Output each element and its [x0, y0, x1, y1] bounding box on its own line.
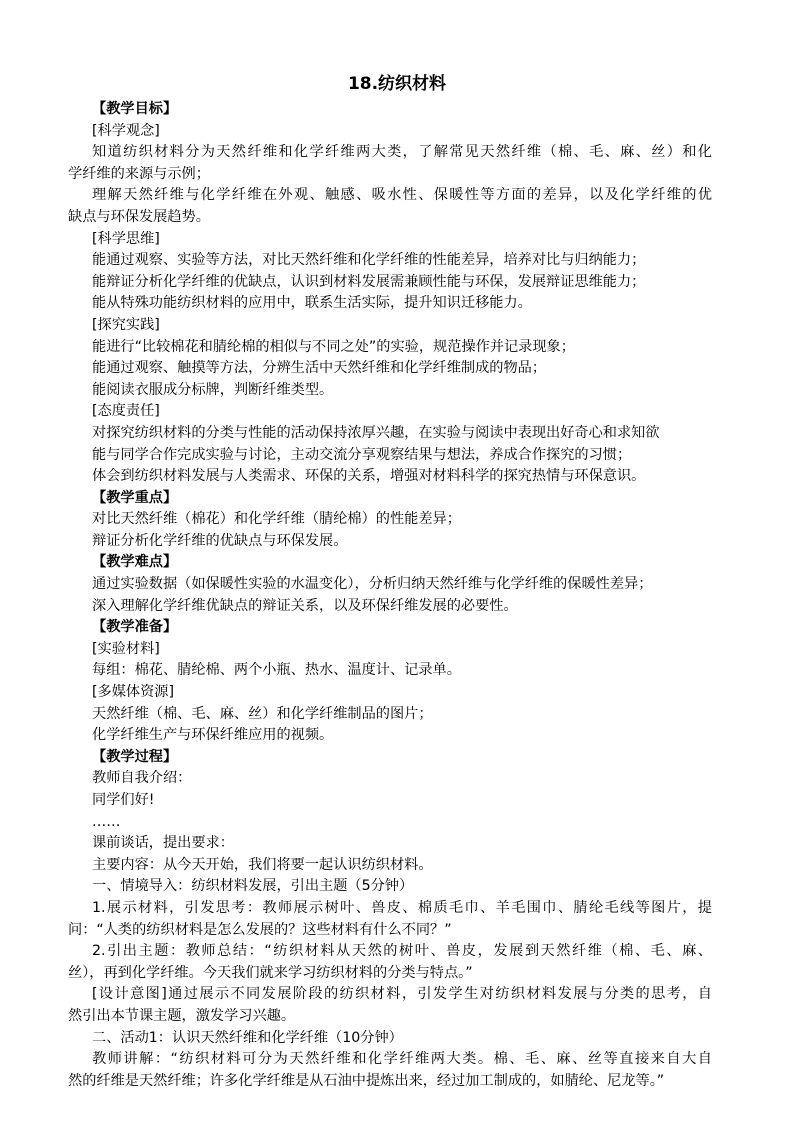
section-heading-difficulties: 【教学难点】 — [92, 554, 178, 571]
paragraph-line: 问：“人类的纺织材料是怎么发展的？这些材料有什么不同？” — [68, 921, 452, 938]
paragraph-line: …… — [92, 813, 121, 830]
section-heading-key-points: 【教学重点】 — [92, 489, 178, 506]
section-heading-preparation: 【教学准备】 — [92, 619, 178, 636]
paragraph-line: 能从特殊功能纺织材料的应用中，联系生活实际，提升知识迁移能力。 — [92, 295, 532, 312]
paragraph-line: 主要内容：从今天开始，我们将要一起认识纺织材料。 — [92, 856, 433, 873]
paragraph-line: 天然纤维（棉、毛、麻、丝）和化学纤维制品的图片； — [92, 705, 433, 722]
paragraph-line: 教师讲解：“纺织材料可分为天然纤维和化学纤维两大类。棉、毛、麻、丝等直接来自大自 — [92, 1051, 712, 1068]
document-body — [68, 99, 712, 1092]
section-heading-process: 【教学过程】 — [92, 748, 178, 765]
subheading-science-concept: [科学观念] — [92, 122, 160, 139]
section-heading-objectives: 【教学目标】 — [92, 101, 178, 117]
paragraph-line: 能阅读衣服成分标牌，判断纤维类型。 — [92, 381, 334, 398]
paragraph-line: 理解天然纤维与化学纤维在外观、触感、吸水性、保暖性等方面的差异，以及化学纤维的优 — [92, 187, 712, 204]
paragraph-line: 深入理解化学纤维优缺点的辩证关系，以及环保纤维发展的必要性。 — [92, 597, 518, 614]
subheading-science-thinking: [科学思维] — [92, 230, 160, 247]
paragraph-line: 对探究纺织材料的分类与性能的活动保持浓厚兴趣，在实验与阅读中表现出好奇心和求知欲 — [92, 424, 660, 441]
paragraph-line: 然的纤维是天然纤维；许多化学纤维是从石油中提炼出来，经过加工制成的，如腈纶、尼龙等。” — [68, 1072, 665, 1089]
paragraph-line: 通过实验数据（如保暖性实验的水温变化），分析归纳天然纤维与化学纤维的保暖性差异； — [92, 576, 653, 593]
paragraph-line: 对比天然纤维（棉花）和化学纤维（腈纶棉）的性能差异； — [92, 511, 461, 528]
paragraph-line: 同学们好! — [92, 792, 155, 808]
paragraph-line: 能辩证分析化学纤维的优缺点，认识到材料发展需兼顾性能与环保，发展辩证思维能力； — [92, 273, 646, 290]
paragraph-line: 化学纤维生产与环保纤维应用的视频。 — [92, 727, 334, 744]
paragraph-line: 能与同学合作完成实验与讨论，主动交流分享观察结果与想法，养成合作探究的习惯； — [92, 446, 632, 463]
paragraph-line: 课前谈话，提出要求： — [92, 835, 234, 852]
subheading-materials: [实验材料] — [92, 640, 160, 657]
paragraph-line: 然引出本节课主题，激发学习兴趣。 — [68, 1007, 296, 1024]
paragraph-line: 教师自我介绍： — [92, 770, 192, 787]
paragraph-line: 能进行“比较棉花和腈纶棉的相似与不同之处”的实验，规范操作并记录现象； — [92, 338, 575, 355]
document-title: 18.纺织材料 — [347, 74, 447, 94]
paragraph-line: 学纤维的来源与示例； — [68, 165, 210, 182]
subheading-attitude: [态度责任] — [92, 403, 160, 420]
paragraph-line: [设计意图]通过展示不同发展阶段的纺织材料，引发学生对纺织材料发展与分类的思考，自 — [92, 986, 712, 1003]
paragraph-line: 能通过观察、实验等方法，对比天然纤维和化学纤维的性能差异，培养对比与归纳能力； — [92, 252, 646, 269]
paragraph-line: 缺点与环保发展趋势。 — [68, 208, 210, 225]
paragraph-line: 知道纺织材料分为天然纤维和化学纤维两大类，了解常见天然纤维（棉、毛、麻、丝）和化 — [92, 144, 712, 161]
paragraph-line: 一、情境导入：纺织材料发展，引出主题（5分钟） — [92, 878, 414, 895]
paragraph-line: 二、活动1：认识天然纤维和化学纤维（10分钟） — [92, 1029, 403, 1046]
paragraph-line: 每组：棉花、腈纶棉、两个小瓶、热水、温度计、记录单。 — [92, 662, 461, 679]
paragraph-line: 2.引出主题：教师总结：“纺织材料从天然的树叶、兽皮，发展到天然纤维（棉、毛、麻、 — [92, 943, 712, 960]
paragraph-line: 能通过观察、触摸等方法，分辨生活中天然纤维和化学纤维制成的物品； — [92, 360, 547, 377]
paragraph-line: 1.展示材料，引发思考：教师展示树叶、兽皮、棉质毛巾、羊毛围巾、腈纶毛线等图片，提 — [92, 899, 712, 916]
subheading-inquiry-practice: [探究实践] — [92, 316, 160, 333]
paragraph-line: 体会到纺织材料发展与人类需求、环保的关系，增强对材料科学的探究热情与环保意识。 — [92, 468, 646, 485]
subheading-multimedia: [多媒体资源] — [92, 684, 175, 701]
paragraph-line: 辩证分析化学纤维的优缺点与环保发展。 — [92, 532, 348, 549]
paragraph-line: 丝），再到化学纤维。今天我们就来学习纺织材料的分类与特点。” — [68, 964, 473, 981]
